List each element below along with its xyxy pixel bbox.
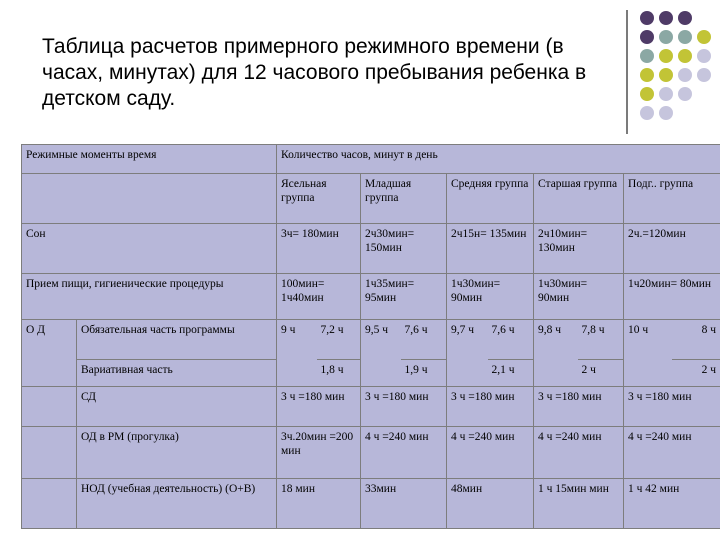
table-cell-empty <box>534 360 578 387</box>
group-middle: Средняя группа <box>447 174 534 224</box>
decor-dot <box>697 49 711 63</box>
table-cell: 4 ч =240 мин <box>447 427 534 479</box>
table-cell: 2ч30мин= 150мин <box>361 224 447 274</box>
decor-dot <box>640 87 654 101</box>
table-cell: 9,7 ч <box>447 320 488 360</box>
decor-dot <box>659 68 673 82</box>
table-cell: 2ч.=120мин <box>624 224 720 274</box>
table-cell: 48мин <box>447 479 534 529</box>
table-row <box>22 274 720 320</box>
table-row <box>22 224 720 274</box>
table-row <box>22 360 720 387</box>
decor-dot <box>659 106 673 120</box>
table-cell: 3ч.20мин =200 мин <box>277 427 361 479</box>
row-label-meals: Прием пищи, гигиенические процедуры <box>22 274 277 320</box>
regime-time-table <box>21 144 720 529</box>
table-row <box>22 320 720 360</box>
table-row <box>22 479 720 529</box>
table-cell: 3 ч =180 мин <box>447 387 534 427</box>
row-spacer <box>22 427 77 479</box>
table-cell: 8 ч <box>672 320 720 360</box>
table-cell: 4 ч =240 мин <box>624 427 720 479</box>
decor-dot <box>697 30 711 44</box>
table-cell: 1,9 ч <box>401 360 447 387</box>
table-cell: 4 ч =240 мин <box>361 427 447 479</box>
table-cell: 7,6 ч <box>401 320 447 360</box>
table-cell: 7,6 ч <box>488 320 534 360</box>
decor-dot <box>678 11 692 25</box>
decor-dot <box>678 49 692 63</box>
table-cell: 9,5 ч <box>361 320 401 360</box>
table-cell: 3 ч =180 мин <box>624 387 720 427</box>
group-preparatory: Подг.. группа <box>624 174 720 224</box>
decor-dot <box>640 11 654 25</box>
group-junior: Младшая группа <box>361 174 447 224</box>
table-cell: 1,8 ч <box>317 360 361 387</box>
decorative-divider <box>626 10 628 134</box>
row-label-walk: ОД в РМ (прогулка) <box>77 427 277 479</box>
table-cell: 100мин= 1ч40мин <box>277 274 361 320</box>
table-cell-empty <box>447 360 488 387</box>
row-label-sleep: Сон <box>22 224 277 274</box>
table-cell: 1ч35мин= 95мин <box>361 274 447 320</box>
decor-dot <box>659 49 673 63</box>
row-label-od: О Д <box>22 320 77 387</box>
table-cell: 1 ч 15мин мин <box>534 479 624 529</box>
table-cell-empty <box>624 360 672 387</box>
table-row <box>22 427 720 479</box>
header-hours-per-day: Количество часов, минут в день <box>277 145 720 174</box>
row-spacer <box>22 479 77 529</box>
decor-dot <box>659 87 673 101</box>
decor-dot <box>697 68 711 82</box>
table-cell: 2,1 ч <box>488 360 534 387</box>
decor-dot <box>659 30 673 44</box>
table-cell: 18 мин <box>277 479 361 529</box>
decor-dot <box>640 30 654 44</box>
decor-dot <box>659 11 673 25</box>
row-label-sd: СД <box>77 387 277 427</box>
decor-dot <box>640 68 654 82</box>
table-cell: 2ч15н= 135мин <box>447 224 534 274</box>
decor-dot <box>678 30 692 44</box>
table-cell: 3 ч =180 мин <box>534 387 624 427</box>
table-cell-empty <box>277 360 317 387</box>
table-cell: 2ч10мин= 130мин <box>534 224 624 274</box>
table-cell: 1 ч 42 мин <box>624 479 720 529</box>
row-label-variative-part: Вариативная часть <box>77 360 277 387</box>
row-label-required-part: Обязательная часть программы <box>77 320 277 360</box>
page-title: Таблица расчетов примерного режимного времени (в часах, минутах) для 12 часового пребывания ребенка в детском саду. <box>42 35 587 110</box>
table-cell: 2 ч <box>578 360 624 387</box>
table-cell: 9 ч <box>277 320 317 360</box>
table-cell: 1ч30мин= 90мин <box>447 274 534 320</box>
table-cell: 3 ч =180 мин <box>277 387 361 427</box>
decor-dot <box>640 106 654 120</box>
table-cell-empty <box>361 360 401 387</box>
table-cell: 3 ч =180 мин <box>361 387 447 427</box>
table-cell: 7,8 ч <box>578 320 624 360</box>
table-cell: 7,2 ч <box>317 320 361 360</box>
table-cell: 1ч20мин= 80мин <box>624 274 720 320</box>
table-cell: 33мин <box>361 479 447 529</box>
decor-dot <box>678 87 692 101</box>
table-cell: 3ч= 180мин <box>277 224 361 274</box>
group-senior: Старшая группа <box>534 174 624 224</box>
table-cell: 10 ч <box>624 320 672 360</box>
table-row <box>22 387 720 427</box>
table-cell: 4 ч =240 мин <box>534 427 624 479</box>
row-spacer <box>22 387 77 427</box>
decor-dot <box>678 68 692 82</box>
header-regime-moments: Режимные моменты время <box>22 145 277 174</box>
decor-dot <box>640 49 654 63</box>
table-cell: 1ч30мин= 90мин <box>534 274 624 320</box>
group-nursery: Ясельная группа <box>277 174 361 224</box>
table-cell: 9,8 ч <box>534 320 578 360</box>
row-label-nod: НОД (учебная деятельность) (О+В) <box>77 479 277 529</box>
header-spacer <box>22 174 277 224</box>
table-cell: 2 ч <box>672 360 720 387</box>
